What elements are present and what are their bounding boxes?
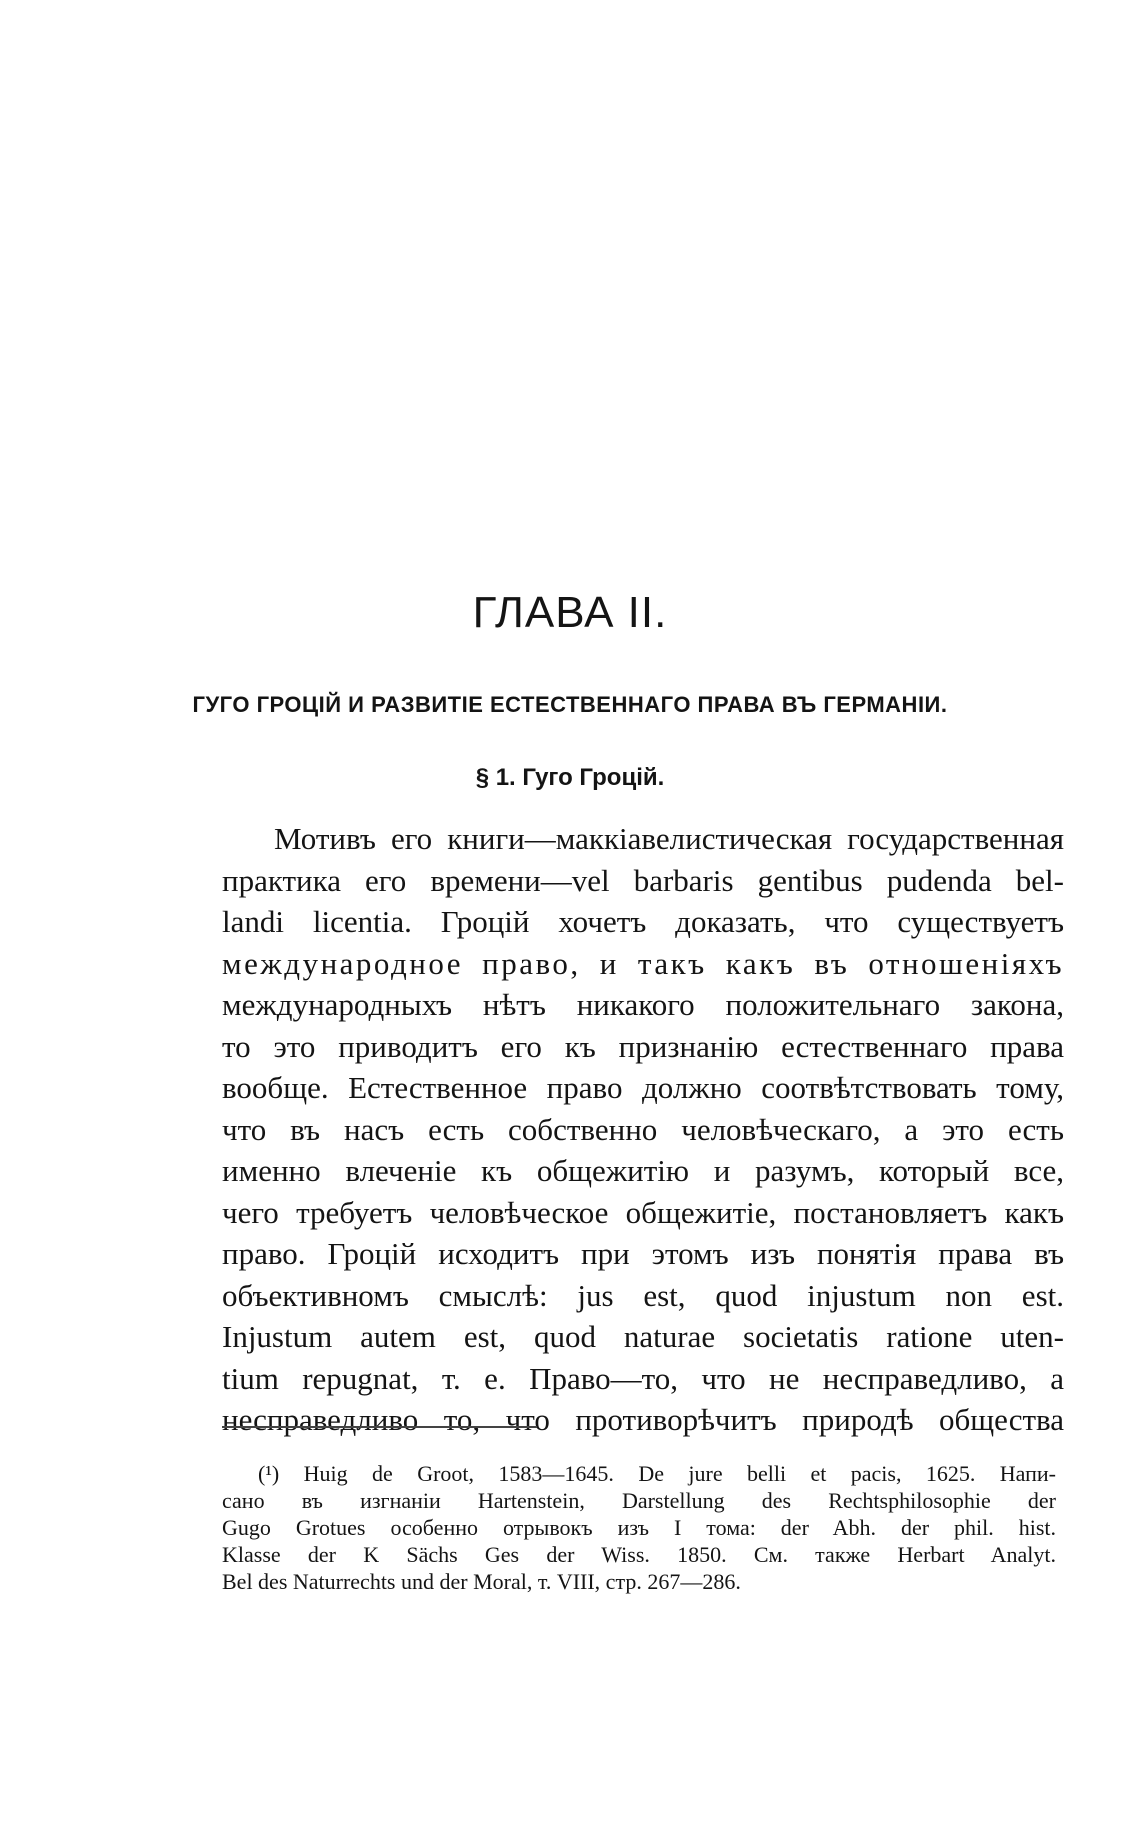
body-line: вообще. Естественное право должно соотвѣтствовать тому, (222, 1070, 1064, 1105)
body-line: именно влеченіе къ общежитію и разумъ, который все, (222, 1153, 1064, 1188)
body-line: Мотивъ его книги—маккіавелистическая государственная (274, 821, 1064, 856)
body-line: международныхъ нѣтъ никакого положительнаго закона, (222, 987, 1064, 1022)
body-line: то это приводитъ его къ признанію естественнаго права (222, 1028, 1064, 1064)
body-line: чего требуетъ человѣческое общежитіе, постановляетъ какъ (222, 1194, 1064, 1230)
body-line: что въ насъ есть собственно человѣческаго, а это есть (222, 1111, 1064, 1147)
body-line: право. Гроцій исходитъ при этомъ изъ понятія права въ (222, 1236, 1064, 1271)
chapter-title: ГЛАВА II. (472, 588, 668, 637)
footnote (222, 1460, 1056, 1595)
footnote-line: Gugo Grotues особенно отрывокъ изъ I тома: der Abh. der phil. hist. (222, 1515, 1056, 1540)
body-line: объективномъ смыслѣ: jus est, quod injustum non est. (222, 1277, 1064, 1313)
body-line: landi licentia. Гроцій хочетъ доказать, что существуетъ (222, 904, 1064, 939)
body-line: Injustum autem est, quod naturae societatis ratione uten- (222, 1319, 1064, 1354)
footnote-line: Klasse der K Sächs Ges der Wiss. 1850. См. также Herbart Analyt. (222, 1542, 1056, 1567)
footnote-line: сано въ изгнаніи Hartenstein, Darstellung des Rechtsphilosophie der (222, 1488, 1056, 1513)
body-line: несправедливо то, что противорѣчитъ природѣ общества (222, 1402, 1064, 1437)
body-line: tium repugnat, т. е. Право—то, что не несправедливо, а (222, 1360, 1064, 1396)
footnote-line: Bel des Naturrechts und der Moral, т. VIII, стр. 267—286. (222, 1569, 741, 1594)
footnote-divider (222, 1426, 537, 1428)
section-title: § 1. Гуго Гроцій. (475, 764, 665, 791)
chapter-subtitle: ГУГО ГРОЦІЙ И РАЗВИТІЕ ЕСТЕСТВЕННАГО ПРАВА ВЪ ГЕРМАНІИ. (192, 692, 948, 717)
body-text (222, 818, 1064, 1441)
footnote-line: (¹) Huig de Groot, 1583—1645. De jure belli et pacis, 1625. Напи- (258, 1461, 1056, 1486)
body-line: международное право, и такъ какъ въ отношеніяхъ (222, 945, 1064, 981)
body-line: практика его времени—vel barbaris gentibus pudenda bel- (222, 862, 1064, 898)
